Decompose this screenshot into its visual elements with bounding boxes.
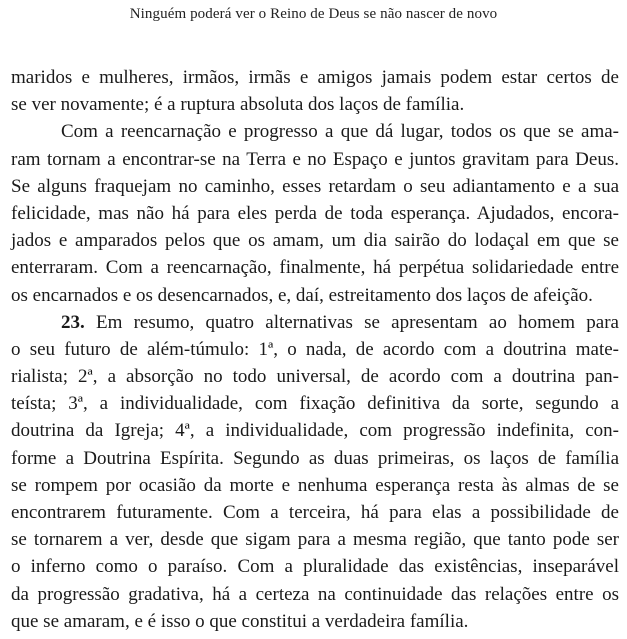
text-line: se ver novamente; é a ruptura absoluta dos laços de família.: [11, 94, 465, 116]
text-line: teísta; 3ª, a individualidade, com fixação definitiva da sorte, segundo a: [11, 393, 619, 415]
text-line: ram tornam a encontrar-se na Terra e no Espaço e juntos gravitam para Deus.: [11, 148, 619, 170]
text-line: encontrarem futuramente. Com a terceira, há para elas a possibilidade de: [11, 502, 619, 523]
text-line: forme a Doutrina Espírita. Segundo as duas primeiras, os laços de família: [11, 447, 619, 469]
text-line: rialista; 2ª, a absorção no todo universal, de acordo com a doutrina pan-: [11, 366, 619, 388]
running-head: Ninguém poderá ver o Reino de Deus se não nascer de novo: [129, 6, 498, 22]
text-line: se tornarem a ver, desde que sigam para a mesma região, que tanto pode ser: [11, 529, 619, 551]
text-line: Com a reencarnação e progresso a que dá lugar, todos os que se ama-: [61, 121, 619, 143]
text-line: Se alguns fraquejam no caminho, esses retardam o seu adiantamento e a sua: [11, 175, 619, 197]
text-line: jados e amparados pelos que os amam, um dia sairão do lodaçal em que se: [11, 230, 619, 252]
text-line: da progressão gradativa, há a certeza na continuidade das relações entre os: [11, 583, 619, 605]
text-line: enterraram. Com a reencarnação, finalmente, há perpétua solidariedade entre: [11, 257, 619, 279]
text-line: [11, 309, 619, 336]
text-line: maridos e mulheres, irmãos, irmãs e amigos jamais podem estar certos de: [11, 67, 619, 88]
text-line: felicidade, mas não há para eles perda de toda esperança. Ajudados, encora-: [11, 202, 619, 224]
text-line: o seu futuro de além-túmulo: 1ª, o nada, de acordo com a doutrina mate-: [11, 338, 619, 360]
section-number: 23.: [61, 311, 85, 333]
body-text: [11, 64, 619, 635]
text-line: os encarnados e os desencarnados, e, daí, estreitamento dos laços de afeição.: [11, 284, 593, 306]
text-line: que se amaram, e é isso o que constitui a verdadeira família.: [11, 610, 469, 632]
text-line: doutrina da Igreja; 4ª, a individualidade, com progressão indefinita, con-: [11, 420, 619, 442]
text-line-content: Em resumo, quatro alternativas se apresentam ao homem para: [95, 311, 619, 333]
text-line: o inferno como o paraíso. Com a pluralidade das existências, inseparável: [11, 556, 619, 578]
text-line: se rompem por ocasião da morte e nenhuma esperança resta às almas de se: [11, 474, 619, 496]
